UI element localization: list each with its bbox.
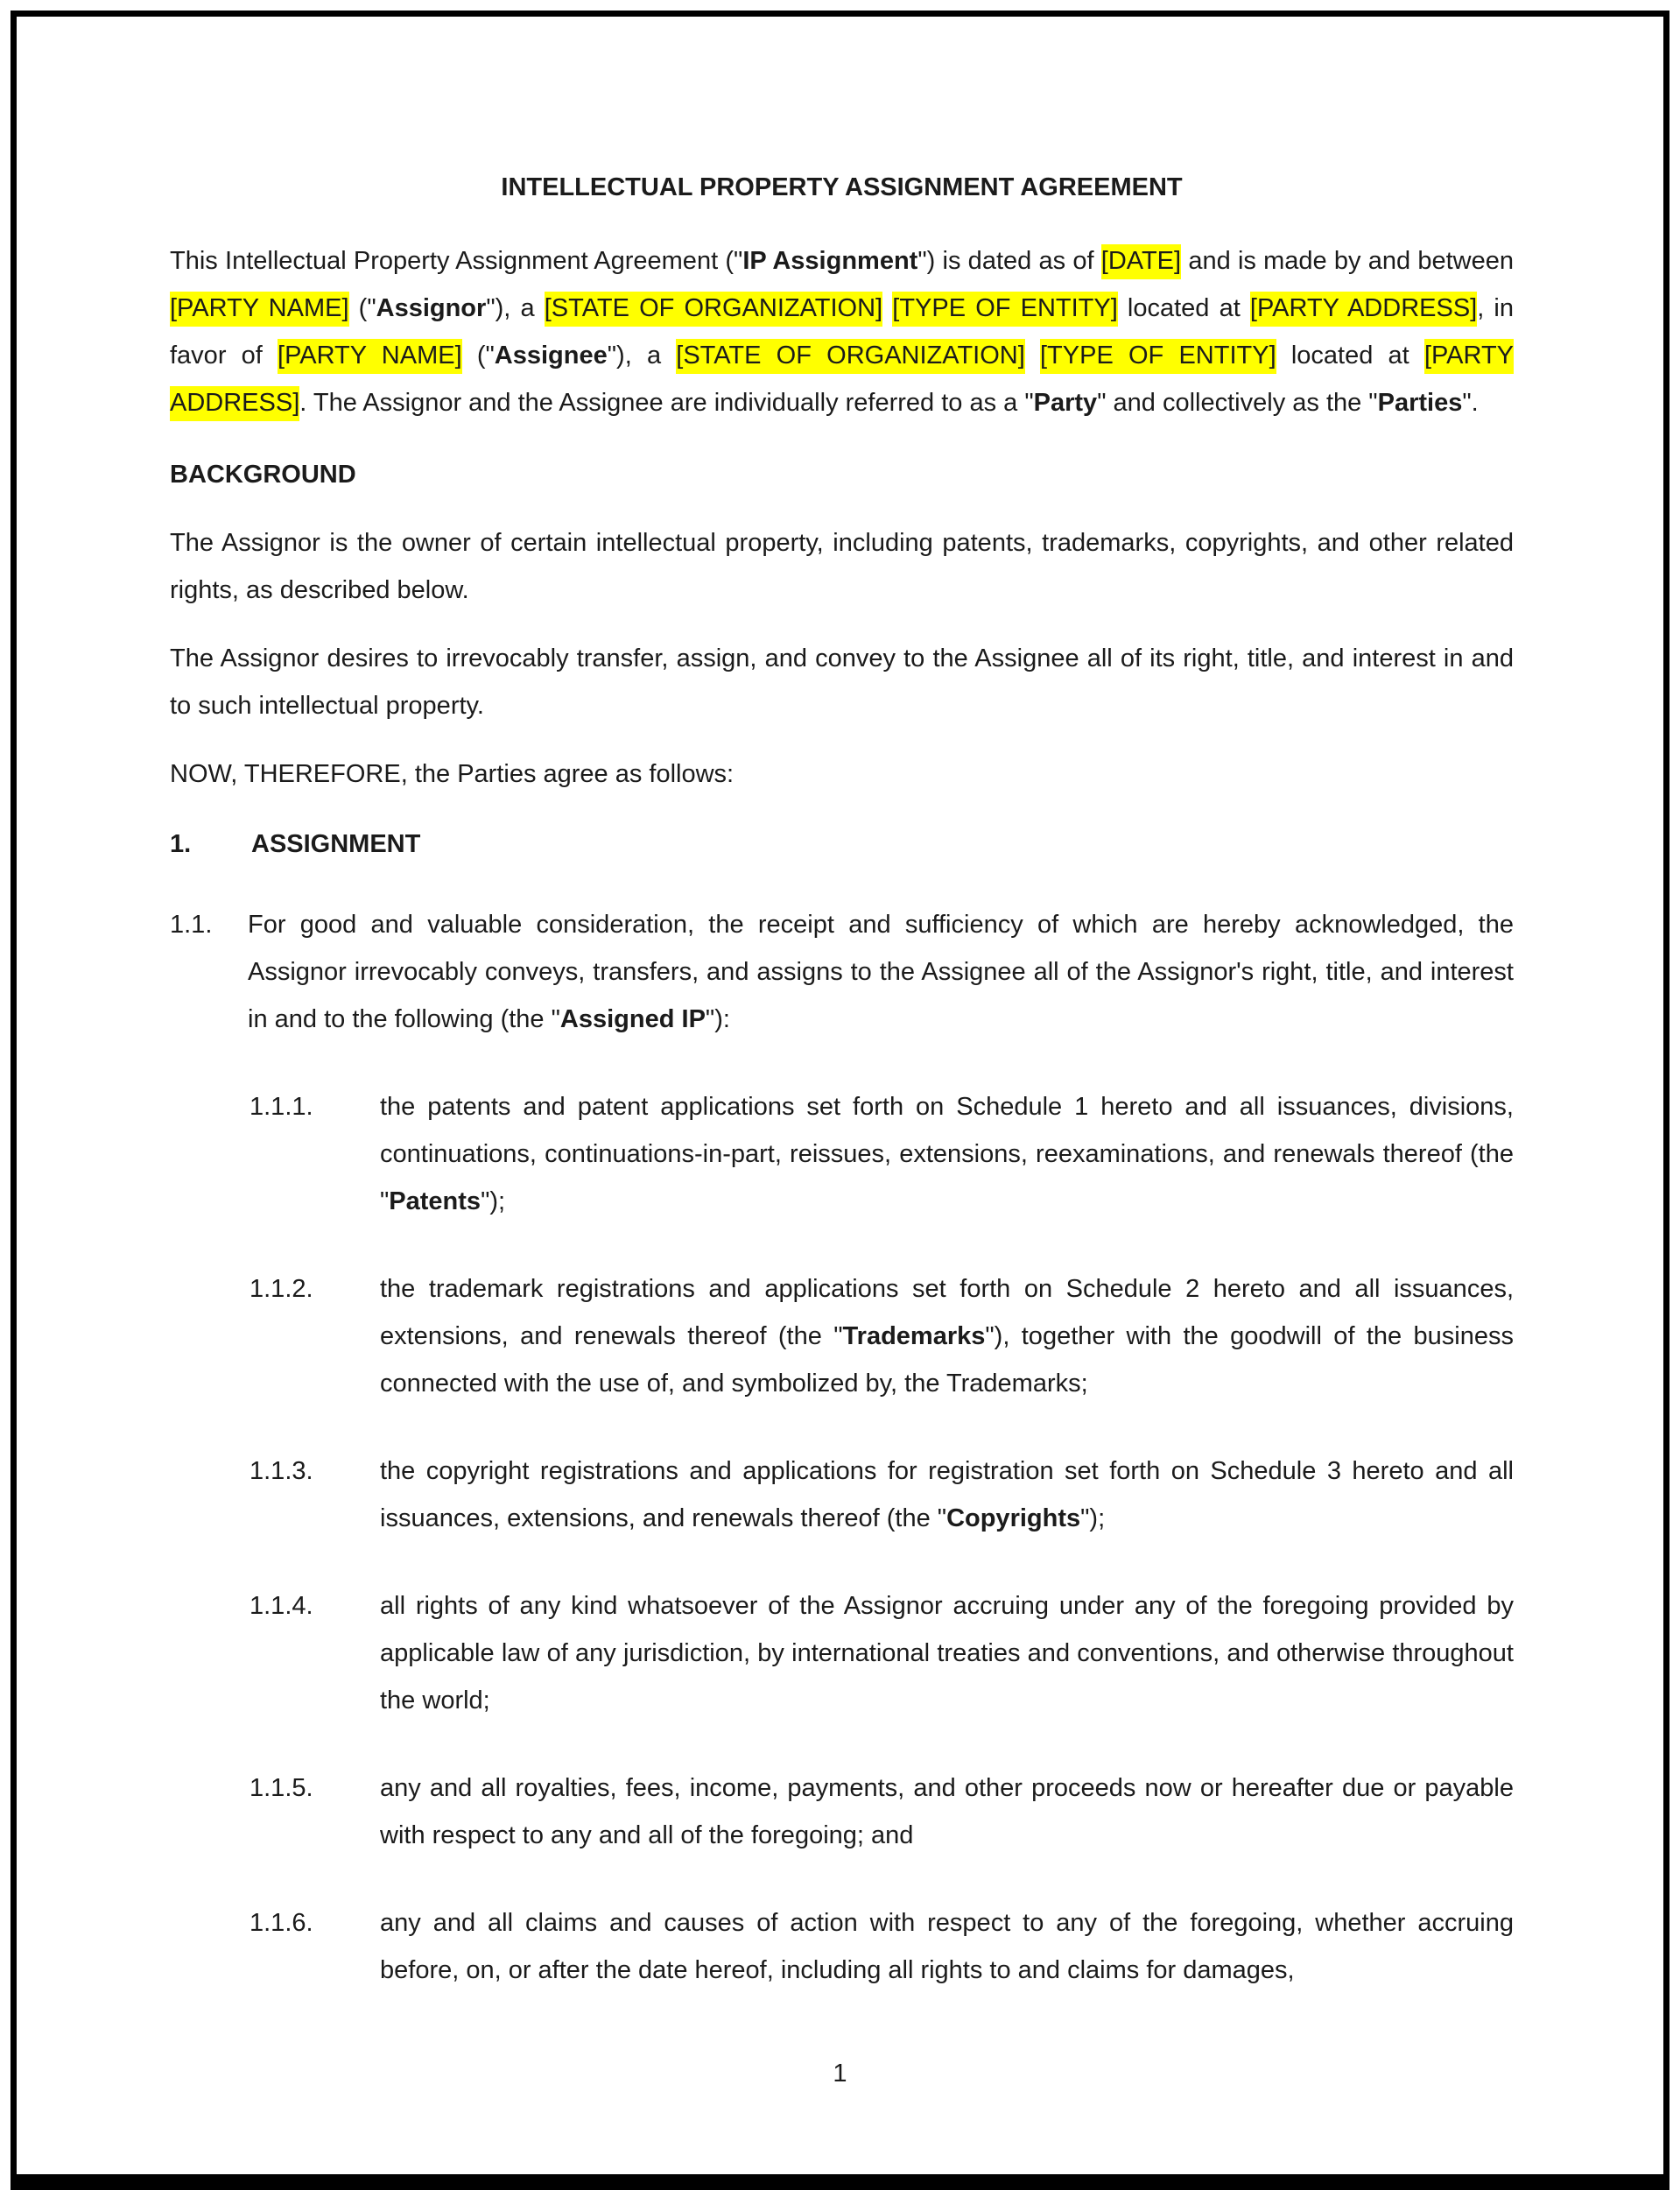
subclause-1-1-2-number: 1.1.2.: [250, 1275, 313, 1303]
clause-1-1: [170, 901, 1514, 1043]
text-run: all rights of any kind whatsoever of the Assignor accruing under any of the foregoing provided by applicable law of any jurisdiction, by international treaties and conventions, and otherwise throughout the world;: [380, 1592, 1514, 1715]
clause-1-1-body: [248, 901, 1514, 1043]
text-run: the copyright registrations and applications for registration set forth on Schedule 3 hereto and all issuances, extensions, and renewals thereof (the ": [380, 1457, 1514, 1532]
text-run: ");: [481, 1187, 506, 1215]
subclause-1-1-6-body: [380, 1899, 1514, 1994]
text-run: (": [348, 294, 376, 322]
bold-run: Trademarks: [842, 1322, 986, 1350]
subclause-1-1-6-number: 1.1.6.: [250, 1909, 313, 1937]
highlighted-placeholder: [DATE]: [1101, 244, 1181, 279]
text-run: "), a: [486, 294, 545, 322]
text-run: any and all royalties, fees, income, payments, and other proceeds now or hereafter due or payable with respect to any and all of the foregoing; and: [380, 1774, 1514, 1849]
section-1-number: 1.: [170, 830, 192, 858]
text-run: and is made by and between: [1181, 247, 1515, 275]
highlighted-placeholder: [STATE OF ORGANIZATION]: [545, 292, 882, 327]
page-number: 1: [833, 2060, 847, 2088]
text-run: "), together with the goodwill of the business connected with the use of, and symbolized by, the Trademarks;: [380, 1322, 1515, 1398]
highlighted-placeholder: [STATE OF ORGANIZATION]: [676, 339, 1025, 374]
text-run: located at: [1276, 342, 1424, 370]
subclause-1-1-4-body: [380, 1582, 1514, 1724]
text-run: NOW, THEREFORE, the Parties agree as follows:: [170, 760, 735, 788]
bold-run: Assignor: [376, 294, 487, 322]
subclause-1-1-5: [250, 1764, 1514, 1859]
text-run: For good and valuable consideration, the receipt and sufficiency of which are hereby acknowledged, the Assignor irrevocably conveys, transfers, and assigns to the Assignee all of the Assignor's right, title, and interest in and to the following (the ": [248, 911, 1514, 1033]
bold-run: Assigned IP: [559, 1005, 706, 1033]
text-run: any and all claims and causes of action with respect to any of the foregoing, whether accruing before, on, or after the date hereof, including all rights to and claims for damages,: [380, 1909, 1514, 1984]
subclause-1-1-4: [250, 1582, 1514, 1724]
subclause-1-1-4-number: 1.1.4.: [250, 1592, 313, 1620]
text-run: "):: [705, 1005, 730, 1033]
highlighted-placeholder: [PARTY NAME]: [170, 292, 349, 327]
background-paragraph-2: [170, 635, 1514, 729]
highlighted-placeholder: [TYPE OF ENTITY]: [1040, 339, 1276, 374]
page-border-frame: [11, 11, 1669, 2190]
background-paragraph-1: [170, 519, 1514, 614]
subclause-1-1-3-body: [380, 1447, 1514, 1542]
text-run: ");: [1080, 1504, 1106, 1532]
subclause-1-1-2-body: [380, 1265, 1514, 1407]
text-run: (": [461, 342, 495, 370]
subclause-1-1-1: [250, 1083, 1514, 1225]
subclause-1-1-1-body: [380, 1083, 1514, 1225]
bold-run: Assignee: [494, 342, 608, 370]
bold-run: Patents: [389, 1187, 482, 1215]
text-run: the patents and patent applications set forth on Schedule 1 hereto and all issuances, divisions, continuations, continuations-in-part, reissues, extensions, reexaminations, and renewals thereof (the ": [380, 1093, 1514, 1215]
subclause-1-1-1-number: 1.1.1.: [250, 1093, 313, 1121]
highlighted-placeholder: [PARTY ADDRESS]: [1250, 292, 1477, 327]
highlighted-placeholder: [PARTY ADDRESS]: [170, 339, 1514, 421]
bold-run: Party: [1033, 389, 1098, 417]
subclause-1-1-3: [250, 1447, 1514, 1542]
text-run: This Intellectual Property Assignment Agreement (": [170, 247, 743, 275]
highlighted-placeholder: [TYPE OF ENTITY]: [892, 292, 1118, 327]
text-run: ") is dated as of: [917, 247, 1101, 275]
section-1-heading: ASSIGNMENT: [251, 830, 421, 858]
text-run: "), a: [607, 342, 677, 370]
subclause-1-1-6: [250, 1899, 1514, 1994]
text-run: The Assignor is the owner of certain intellectual property, including patents, trademarks, copyrights, and other related rights, as described below.: [170, 529, 1514, 604]
subclause-1-1-5-number: 1.1.5.: [250, 1774, 313, 1802]
bold-run: Parties: [1377, 389, 1463, 417]
section-1-heading-row: [170, 820, 1514, 868]
text-run: ".: [1462, 389, 1479, 417]
document-title: INTELLECTUAL PROPERTY ASSIGNMENT AGREEMENT: [501, 173, 1183, 201]
subclause-1-1-3-number: 1.1.3.: [250, 1457, 313, 1485]
text-run: the trademark registrations and applications set forth on Schedule 2 hereto and all issuances, extensions, and renewals thereof (the ": [380, 1275, 1514, 1350]
text-run: [1025, 342, 1040, 370]
bold-run: IP Assignment: [742, 247, 918, 275]
background-heading: BACKGROUND: [170, 461, 356, 489]
bold-run: Copyrights: [946, 1504, 1081, 1532]
text-run: The Assignor desires to irrevocably transfer, assign, and convey to the Assignee all of its right, title, and interest in and to such intellectual property.: [170, 644, 1514, 720]
text-run: , in favor of: [170, 294, 1514, 370]
text-run: . The Assignor and the Assignee are individually referred to as a ": [299, 389, 1034, 417]
text-run: located at: [1117, 294, 1250, 322]
document-body: [170, 164, 1514, 1994]
clause-1-1-number: 1.1.: [170, 911, 213, 939]
text-run: [882, 294, 892, 322]
now-therefore-paragraph: [170, 750, 1514, 798]
subclause-1-1-5-body: [380, 1764, 1514, 1859]
subclause-1-1-2: [250, 1265, 1514, 1407]
text-run: " and collectively as the ": [1097, 389, 1378, 417]
intro-paragraph: [170, 237, 1514, 426]
highlighted-placeholder: [PARTY NAME]: [278, 339, 462, 374]
